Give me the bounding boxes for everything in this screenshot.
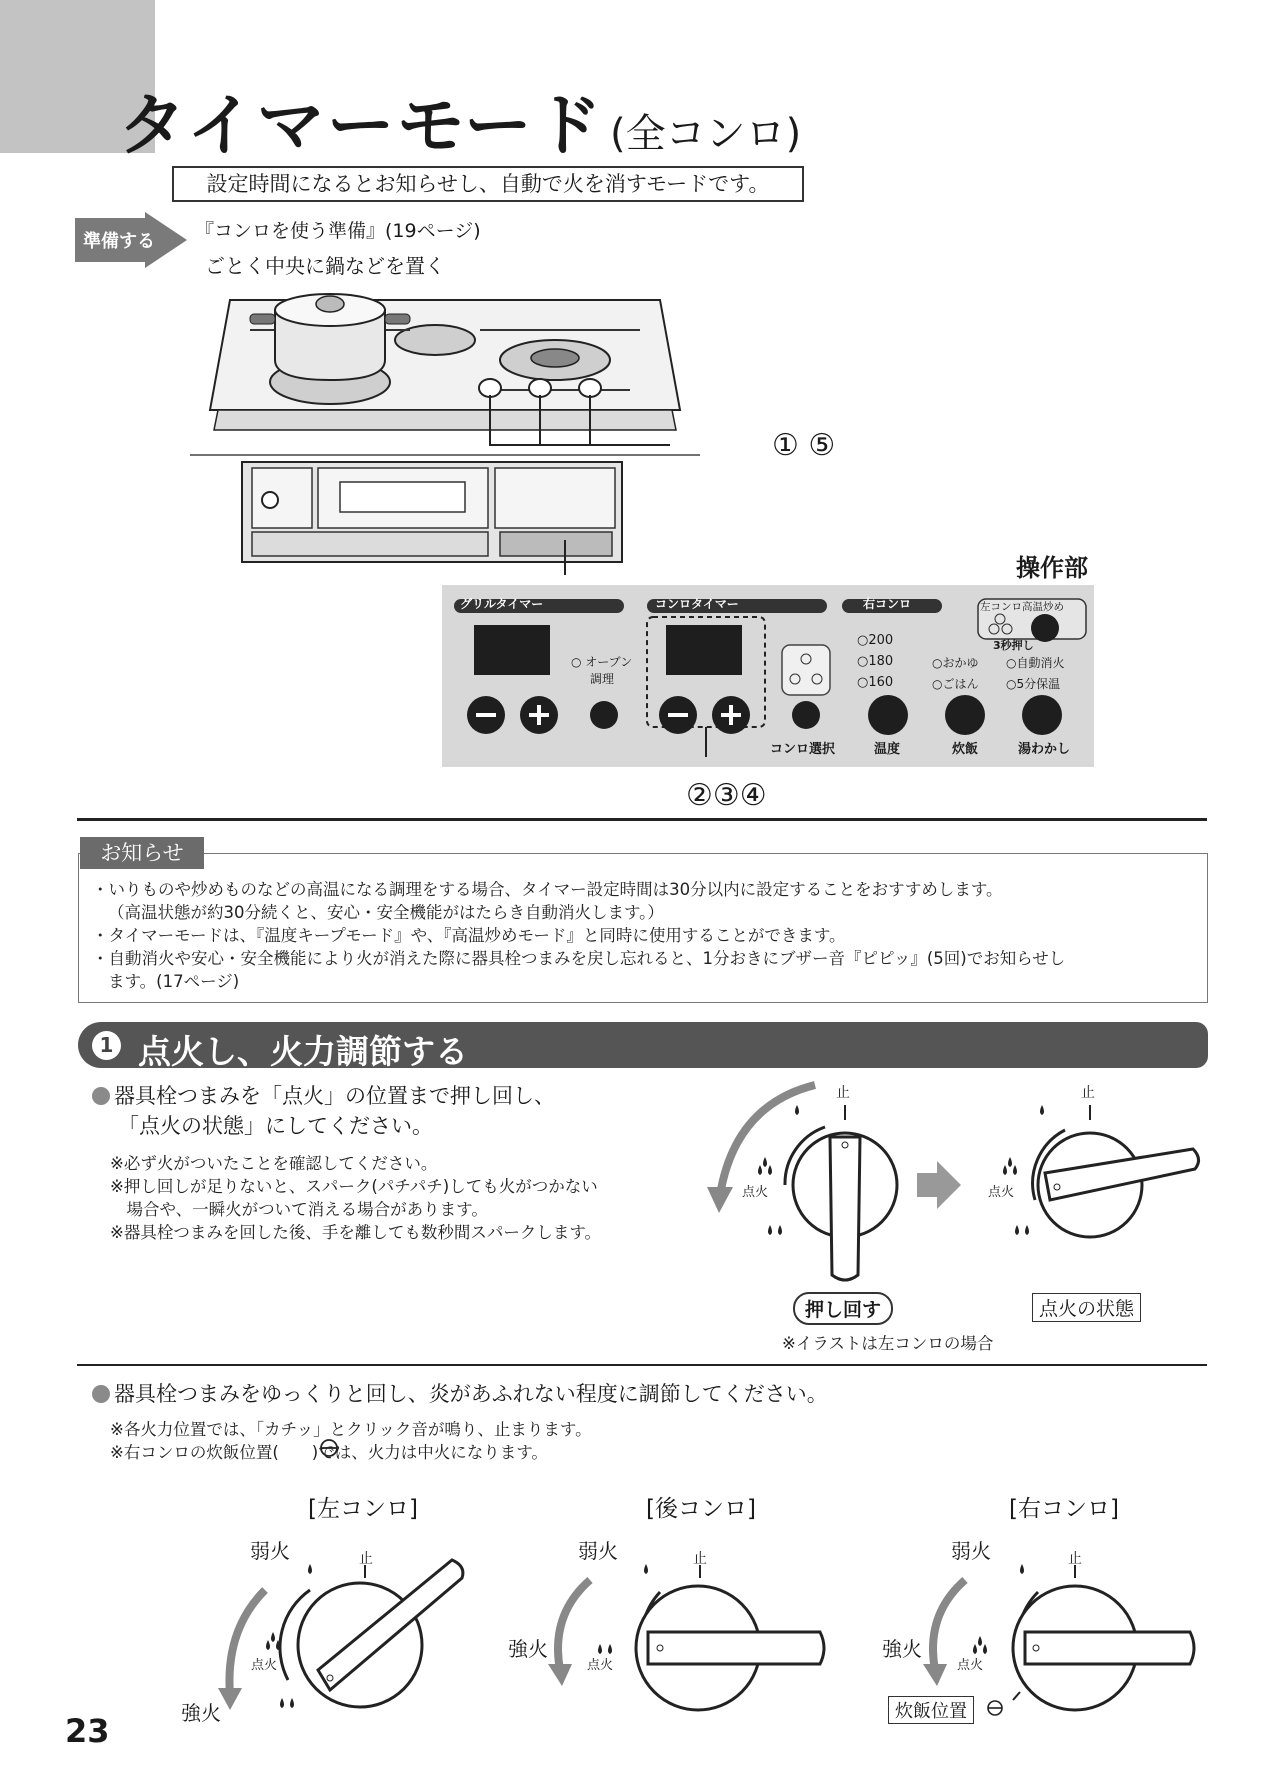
ignite-label-right: 点火 (957, 1658, 984, 1673)
boil-button-label: 湯わかし (1018, 742, 1071, 757)
ignite-label-left: 点火 (251, 1658, 278, 1673)
ignited-state-label: 点火の状態 (1032, 1293, 1141, 1322)
temp-button-label: 温度 (874, 742, 901, 757)
step-1-title: 点火し、火力調節する (138, 1032, 468, 1071)
left-high-label: 左コンロ高温炒め (980, 601, 1064, 613)
instruction-2: 器具栓つまみをゆっくりと回し、炎があふれない程度に調節してください。 (92, 1378, 828, 1408)
callout-1-5: ① ⑤ (772, 428, 836, 463)
gohan-label: ○ごはん (932, 677, 979, 691)
ignite-label-back: 点火 (587, 1658, 614, 1673)
notice-line-1: ・いりものや炒めものなどの高温になる調理をする場合、タイマー設定時間は30分以内に設定することをおすすめします。 (92, 880, 1003, 899)
grill-timer-label: グリルタイマー (460, 597, 544, 611)
stop-label-right: 止 (1068, 1551, 1082, 1567)
page-number: 23 (65, 1712, 110, 1750)
konro-timer-label: コンロタイマー (655, 597, 739, 611)
notice-heading: お知らせ (80, 837, 204, 869)
hold-3s-label: 3秒押し (993, 639, 1034, 652)
note-4: ※器具栓つまみを回した後、手を離しても数秒間スパークします。 (110, 1223, 602, 1242)
weak-label-left: 弱火 (250, 1539, 290, 1563)
ignite-label-2: 点火 (988, 1185, 1015, 1200)
instruction-1a: 器具栓つまみを「点火」の位置まで押し回し、 (92, 1080, 555, 1110)
divider-middle (77, 1364, 1207, 1366)
step-1-number: 1 (92, 1031, 121, 1060)
notice-line-2: （高温状態が約30分続くと、安心・安全機能がはたらき自動消火します。） (108, 903, 664, 922)
left-burner-heading: [左コンロ] (308, 1496, 418, 1522)
right-konro-label: 右コンロ (863, 597, 912, 611)
temp-180: ○180 (857, 654, 894, 669)
note-1: ※必ず火がついたことを確認してください。 (110, 1154, 438, 1173)
notice-line-4: ・自動消火や安心・安全機能により火が消えた際に器具栓つまみを戻し忘れると、1分おきにブザー音『ピピッ』(5回)でお知らせし (92, 949, 1066, 968)
prep-tag (75, 212, 195, 272)
burner-knobs-illustration (170, 1520, 1210, 1730)
callout-2-3-4: ②③④ (686, 778, 767, 813)
mode-summary: 設定時間になるとお知らせし、自動で火を消すモードです。 (172, 166, 804, 202)
illustration-note: ※イラストは左コンロの場合 (782, 1334, 994, 1353)
note-6: ※右コンロの炊飯位置( )では、火力は中火になります。 (110, 1443, 548, 1462)
notice-line-3: ・タイマーモードは、『温度キープモード』や、『高温炒めモード』と同時に使用することができます。 (92, 926, 846, 945)
prep-tag-label: 準備する (83, 231, 155, 252)
panel-title: 操作部 (1016, 554, 1088, 582)
page-title-sub: (全コンロ) (610, 111, 802, 157)
ignite-label-1: 点火 (742, 1185, 769, 1200)
stop-label-1: 止 (836, 1085, 850, 1101)
oven-label-1: ○ オーブン (571, 655, 633, 669)
notice-line-5: ます。(17ページ) (108, 972, 240, 991)
konro-select-label: コンロ選択 (770, 742, 836, 757)
strong-label-right: 強火 (882, 1637, 922, 1661)
okayu-label: ○おかゆ (932, 656, 979, 670)
keep-5min-label: ○5分保温 (1006, 677, 1061, 691)
prep-line-2: ごとく中央に鍋などを置く (205, 254, 445, 278)
oven-label-2: 調理 (590, 672, 615, 686)
temp-200: ○200 (857, 633, 894, 648)
note-2: ※押し回しが足りないと、スパーク(パチパチ)しても火がつかない (110, 1177, 598, 1196)
temp-160: ○160 (857, 675, 894, 690)
stop-label-2: 止 (1081, 1085, 1095, 1101)
ignition-knob-illustration (705, 1075, 1215, 1295)
page-title: タイマーモード (118, 87, 604, 166)
auto-off-label: ○自動消火 (1006, 656, 1065, 670)
strong-label-left: 強火 (181, 1701, 221, 1725)
rice-position-icon (318, 1438, 340, 1458)
bullet-icon (92, 1087, 110, 1105)
divider-top (77, 818, 1207, 821)
cooktop-illustration (190, 270, 710, 580)
stop-label-left: 止 (359, 1551, 373, 1567)
control-panel-graphics (442, 585, 1094, 785)
strong-label-back: 強火 (508, 1637, 548, 1661)
push-turn-label: 押し回す (793, 1292, 893, 1325)
rice-position-label: 炊飯位置 (888, 1696, 974, 1724)
bullet-icon (92, 1385, 110, 1403)
weak-label-right: 弱火 (951, 1539, 991, 1563)
instruction-1b: 「点火の状態」にしてください。 (118, 1114, 433, 1138)
stop-label-back: 止 (693, 1551, 707, 1567)
note-5: ※各火力位置では、「カチッ」とクリック音が鳴り、止まります。 (110, 1420, 592, 1439)
back-burner-heading: [後コンロ] (646, 1496, 756, 1522)
prep-line-1: 『コンロを使う準備』(19ページ) (195, 220, 481, 242)
right-burner-heading: [右コンロ] (1009, 1496, 1119, 1522)
note-3: 場合や、一瞬火がついて消える場合があります。 (110, 1200, 488, 1219)
rice-button-label: 炊飯 (952, 742, 979, 757)
weak-label-back: 弱火 (578, 1539, 618, 1563)
